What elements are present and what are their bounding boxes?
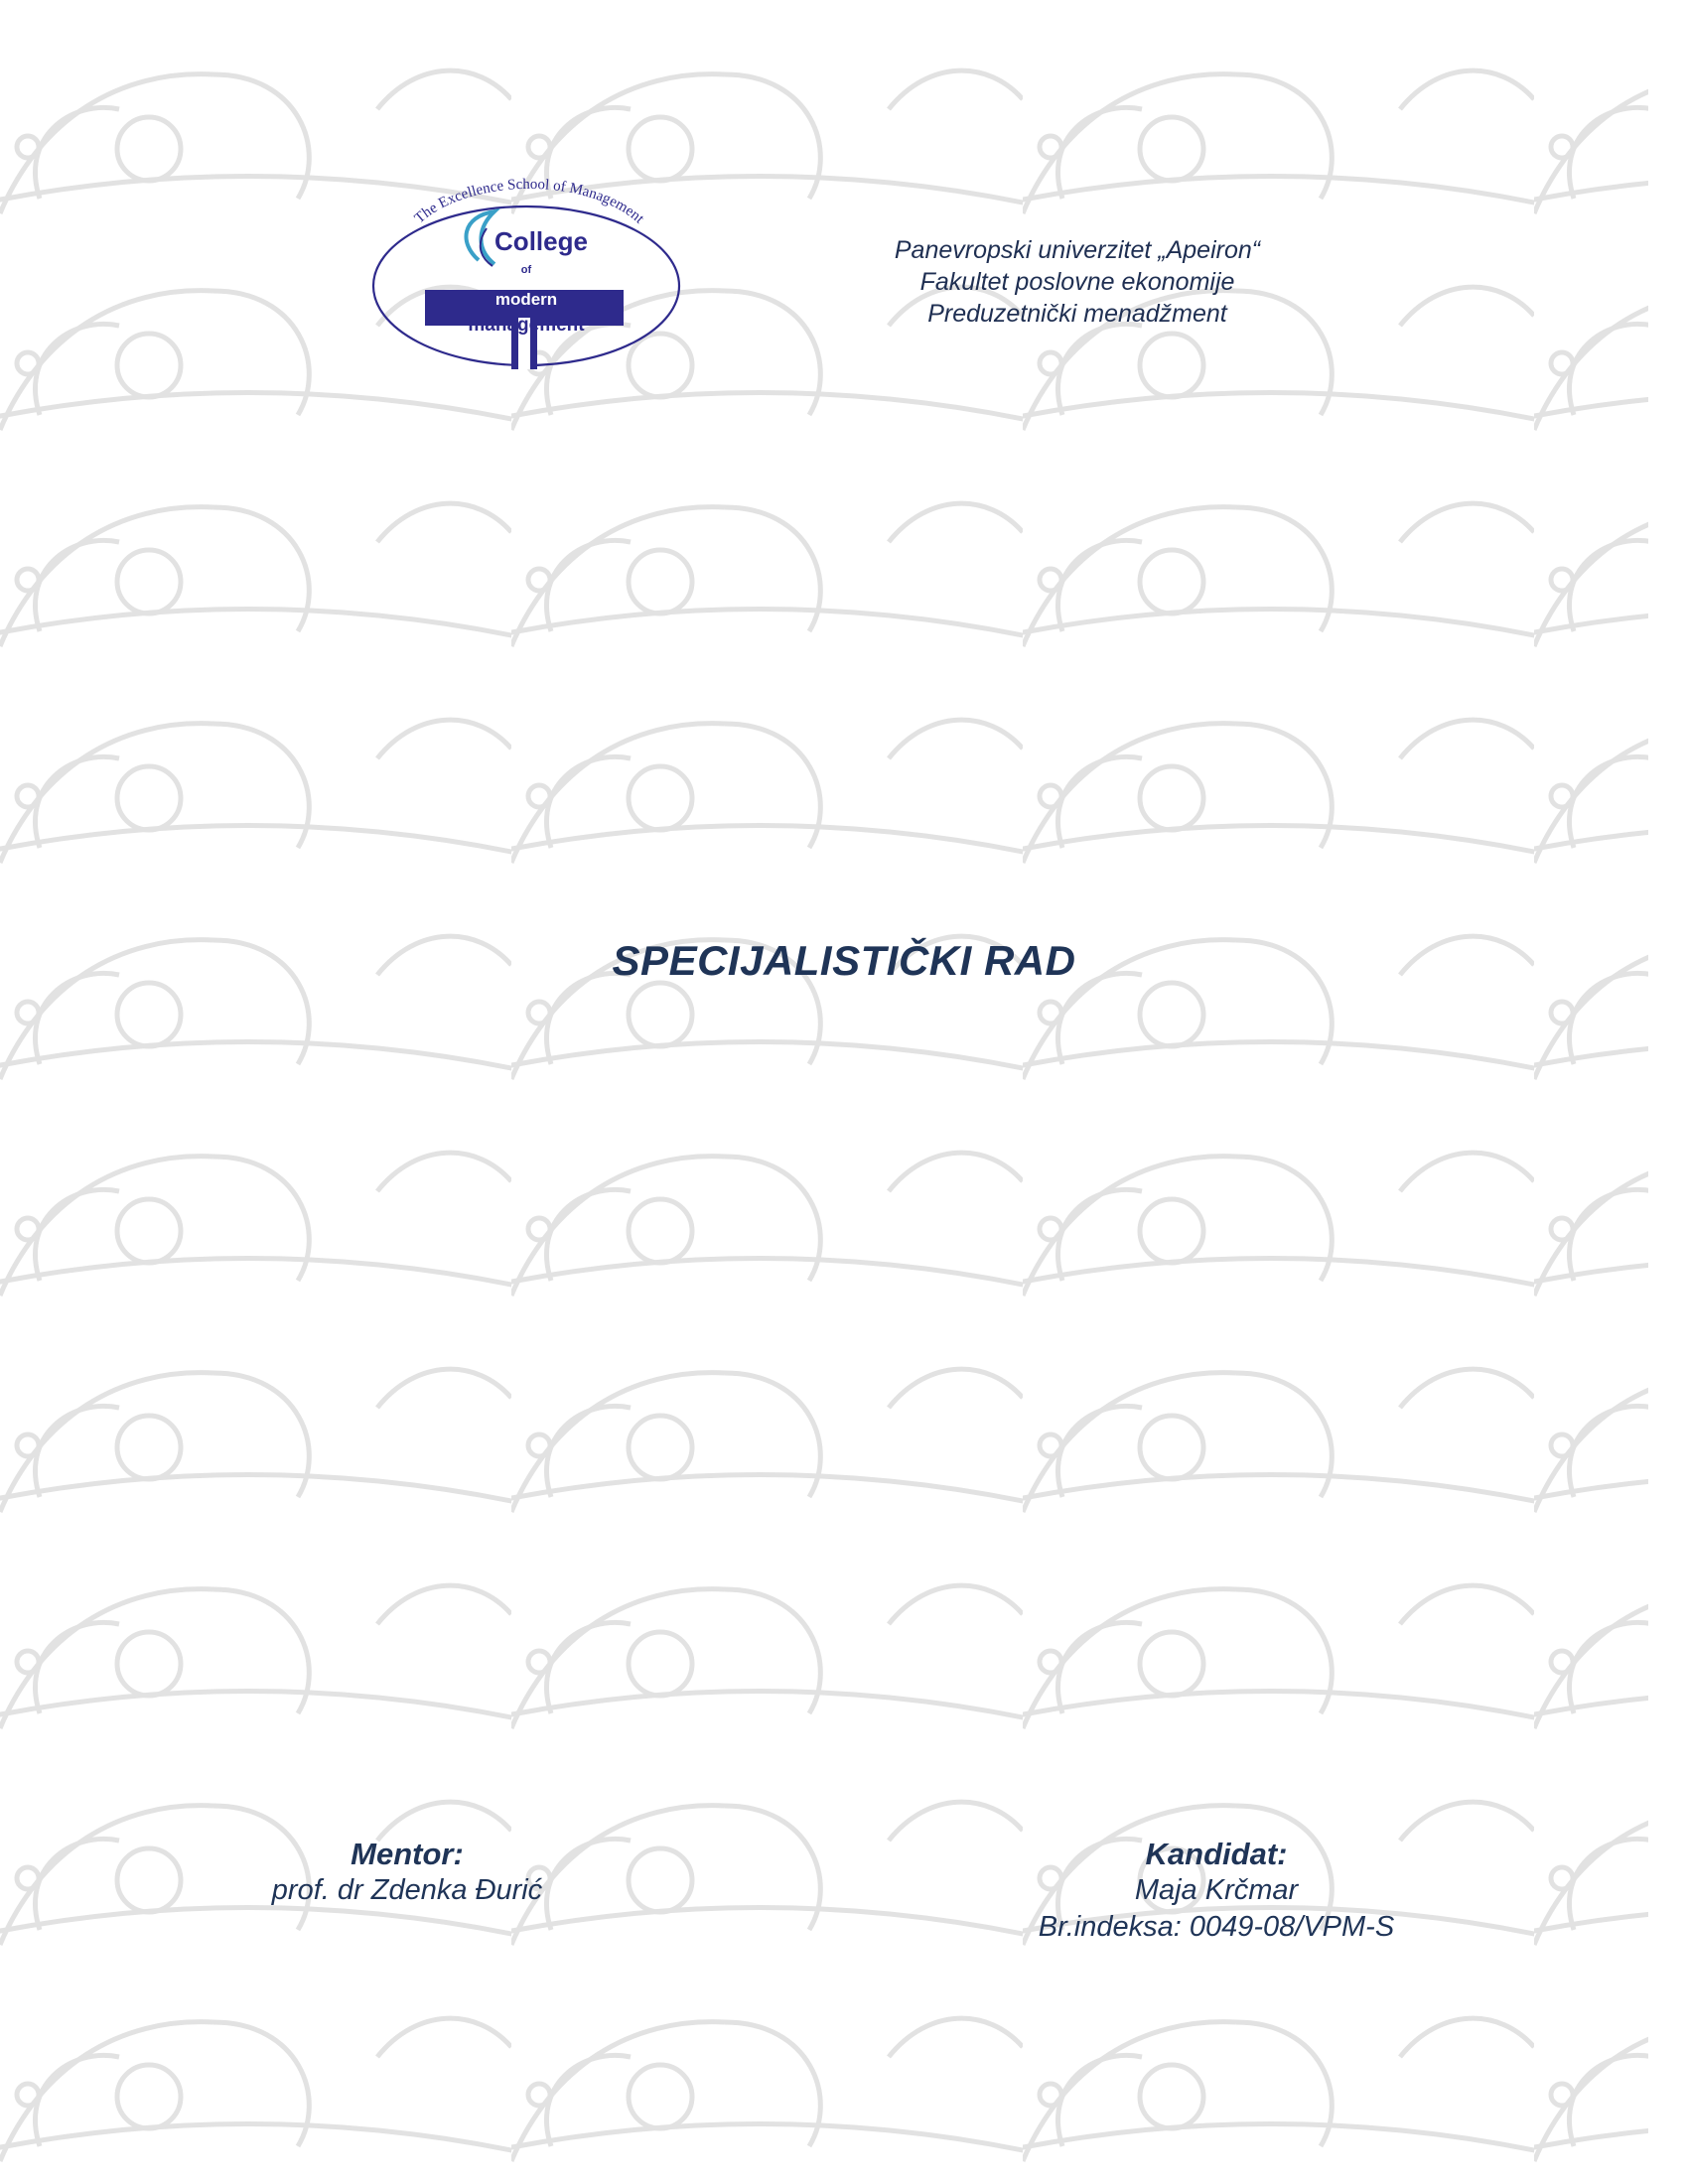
logo-college-text: College <box>494 226 588 256</box>
faculty-name: Fakultet poslovne ekonomije <box>919 268 1235 296</box>
candidate-label: Kandidat: <box>1145 1837 1288 1871</box>
mentor-label: Mentor: <box>351 1837 464 1871</box>
mentor-name: prof. dr Zdenka Đurić <box>271 1874 543 1906</box>
logo-arc-text: The Excellence School of Management <box>411 176 647 227</box>
institution-header <box>839 234 1316 330</box>
candidate-index-number: Br.indeksa: 0049-08/VPM-S <box>1038 1911 1395 1943</box>
program-name: Preduzetnički menadžment <box>927 300 1227 328</box>
university-name: Panevropski univerzitet „Apeiron“ <box>894 236 1261 264</box>
mentor-block <box>228 1837 586 1909</box>
candidate-name: Maja Krčmar <box>1134 1874 1299 1906</box>
logo-modern-text: modern <box>494 290 558 309</box>
college-logo <box>367 169 685 372</box>
candidate-block <box>983 1837 1450 1946</box>
document-title: SPECIJALISTIČKI RAD <box>612 937 1076 984</box>
logo-of-text: of <box>520 264 532 276</box>
logo-management-text: management <box>468 315 585 336</box>
